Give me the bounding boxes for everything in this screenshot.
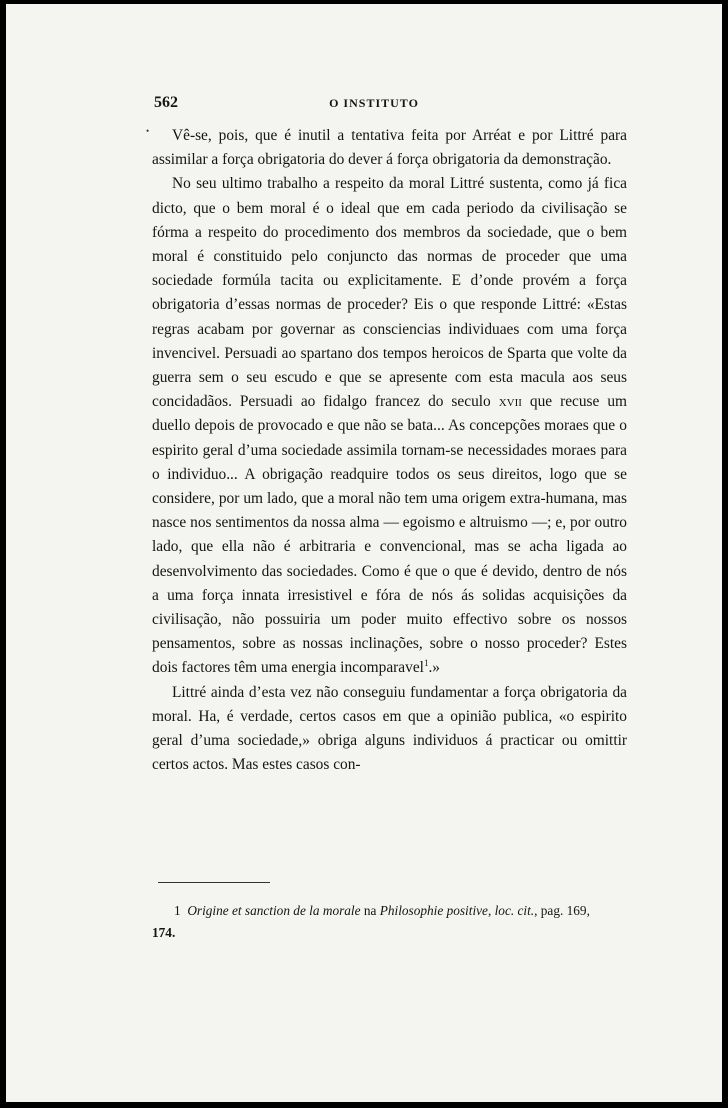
running-title: O INSTITUTO <box>329 96 419 110</box>
page-header <box>154 94 594 116</box>
paragraph-3-text: Littré ainda d’esta vez não conseguiu fundamentar a força obrigatoria da moral. Ha, é verdade, certos casos em que a opinião publica, «o espirito geral d’uma sociedade,» obriga alguns individuos á practicar ou omittir certos actos. Mas estes casos con- <box>152 683 627 774</box>
footnote <box>152 900 640 944</box>
footnote-line-2 <box>152 922 640 944</box>
footnote-number: 1 <box>174 903 181 918</box>
body-text <box>152 124 627 777</box>
century-numeral: xvii <box>498 393 522 411</box>
footnote-connector: na <box>360 903 380 918</box>
footnote-pages-start: , pag. 169, <box>534 903 590 918</box>
footnote-separator: , <box>487 903 495 918</box>
footnote-title-2: Philosophie positive <box>379 903 488 918</box>
paragraph-2-part-2: que recuse um duello depois de provocado e que não se bata... As concepções moraes que o espirito geral d’uma sociedade assimila tornam-se necessidades moraes para o individuo... A obrigação readquire todos os seus direitos, logo que se considere, por um lado, que a moral não tem uma origem extra-humana, mas nasce nos sentimentos da nossa alma — egoismo e altruismo —; e, por outro lado, que ella não é arbitraria e convencional, mas se acha ligada ao desenvolvimento das sociedades. Como é que o que é devido, dentro de nós a uma força innata irresistivel e fóra de nós ás solidas acquisições da civilisação, não possuiria um poder muito effectivo sobre os nossos pensamentos, sobre as nossas inclinações, sobre o nosso proceder? Estes dois factores têm uma energia incomparavel <box>152 393 627 677</box>
footnote-title-1: Origine et sanction de la morale <box>187 903 361 918</box>
footnote-divider <box>158 882 270 883</box>
paragraph-1 <box>152 124 627 172</box>
margin-dot-mark: • <box>146 126 150 136</box>
footnote-pages-end: 174. <box>152 925 176 940</box>
paragraph-3 <box>152 681 627 778</box>
footnote-reference: 1 <box>423 658 429 669</box>
quote-closing: .» <box>428 659 440 677</box>
footnote-line-1 <box>152 900 640 922</box>
page-number: 562 <box>154 94 178 111</box>
paragraph-1-text: Vê-se, pois, que é inutil a tentativa feita por Arréat e por Littré para assimilar a força obrigatoria do dever á força obrigatoria da demonstração. <box>152 127 627 169</box>
paragraph-2 <box>152 172 627 680</box>
footnote-loc-cit: loc. cit. <box>494 903 535 918</box>
paragraph-2-part-1: No seu ultimo trabalho a respeito da moral Littré sustenta, como já fica dicto, que o bem moral é o ideal que em cada periodo da civilisação se fórma a respeito do procedimento dos membros da sociedade, que o bem moral é constituido pelo conjuncto das normas de proceder que uma sociedade formúla tacita ou explicitamente. E d’onde provém a força obrigatoria d’essas normas de proceder? Eis o que responde Littré: «Estas regras acabam por governar as consciencias individuaes com uma força invencivel. Persuadi ao spartano dos tempos heroicos de Sparta que volte da guerra sem o seu escudo e que se apresente com esta macula aos seus concidadãos. Persuadi ao fidalgo francez do seculo <box>152 175 627 411</box>
